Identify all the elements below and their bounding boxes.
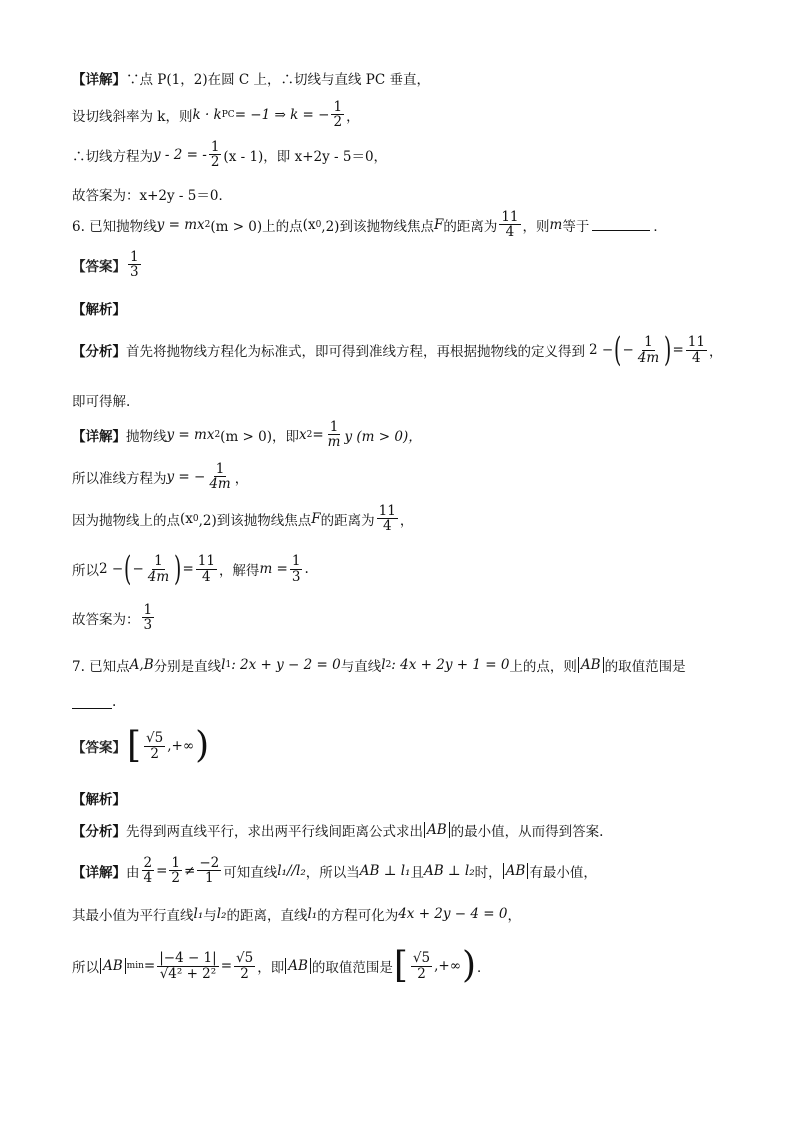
therefore-7 — [72, 945, 491, 986]
frac-num: √5 — [146, 730, 164, 747]
fenxi-6-expr: 2 − — [589, 342, 614, 358]
q6-m: m — [549, 216, 563, 233]
answer-7-fraction — [144, 731, 165, 760]
slope-fraction — [331, 100, 344, 129]
because-end: ， — [399, 512, 414, 529]
detail-text: ∵点 P(1，2)在圆 C 上，∴切线与直线 PC 垂直， — [126, 72, 430, 88]
therefore-expr: 2 − — [99, 561, 124, 577]
directrix-text: 所以准线方程为 — [72, 470, 167, 487]
q6-dist: 的距离为 — [443, 218, 498, 235]
xj7-you: 由 — [126, 864, 140, 881]
frac-num: 1 — [171, 855, 180, 871]
therefore7-ab: AB — [100, 958, 126, 974]
minval-line — [72, 904, 521, 924]
slope-line — [72, 100, 360, 129]
xj6-sup2: 2 — [306, 429, 313, 440]
q7-intro: 7. 已知点 — [72, 659, 130, 675]
xj7-time: 时， — [474, 864, 502, 881]
frac-num: 11 — [378, 503, 396, 519]
frac-num: 1 — [291, 553, 301, 570]
frac-num: √5 — [236, 950, 254, 967]
q7-l2-sub: 2 — [385, 660, 392, 670]
paren-right: ) — [195, 725, 210, 766]
frac-num: −2 — [199, 855, 220, 871]
frac-den: 4 — [505, 224, 515, 241]
frac-den: 2 — [240, 965, 249, 982]
frac-num: 11 — [197, 553, 215, 570]
xj7-min: 有最小值， — [529, 864, 597, 881]
therefore7-tail: ,+∞ — [434, 958, 461, 974]
xj7-frac2 — [169, 856, 182, 885]
xj7-frac3 — [197, 856, 221, 885]
because-text2: ,2)到该抛物线焦点 — [198, 512, 312, 529]
frac-den: 2 — [333, 114, 343, 131]
q7-then: 上的点，则 — [509, 659, 577, 675]
q6-intro: 6. 已知抛物线 — [72, 218, 157, 235]
frac-num: 1 — [143, 602, 153, 618]
xj7-perp2: AB ⊥ l₂ — [423, 862, 475, 879]
minval-and: 与 — [203, 908, 217, 924]
frac-den: √4² + 2² — [159, 965, 217, 982]
jiexi-tag: 【解析】 — [72, 302, 126, 318]
fenxi-6-frac2 — [686, 335, 707, 364]
fenxi-7 — [72, 820, 603, 840]
minval-dist: 的距离，直线 — [226, 908, 308, 924]
frac-num: 11 — [501, 209, 519, 225]
minval-text: 其最小值为平行直线 — [72, 908, 194, 924]
therefore-end: . — [304, 561, 309, 577]
q6-sub: 0 — [315, 219, 322, 230]
directrix-line — [72, 462, 248, 491]
therefore-frac1 — [146, 554, 171, 583]
slope-expr: k · k — [192, 106, 222, 123]
final-answer-6 — [72, 603, 156, 632]
therefore7-frac2 — [234, 951, 255, 980]
detail-line-1 — [72, 68, 430, 88]
fenxi-6-text: 首先将抛物线方程化为标准式，即可得到准线方程，再根据抛物线的定义得到 — [126, 344, 585, 360]
xj7-perp1: AB ⊥ l₁ — [359, 862, 411, 879]
xj6-fraction — [326, 420, 343, 449]
because-point: (x — [180, 510, 193, 527]
q7-eq2: : 4x + 2y + 1 = 0 — [391, 657, 510, 673]
question-6 — [72, 210, 667, 239]
xj6-x: x — [299, 426, 307, 443]
fenxi-7-ab: AB — [424, 822, 450, 838]
xj6-cond: (m > 0)，即 — [220, 428, 299, 445]
q7-l1: l — [221, 657, 226, 673]
paren-right: ) — [461, 945, 477, 986]
frac-num: 1 — [329, 419, 339, 435]
q7-l1-sub: 1 — [225, 660, 232, 670]
fenxi-7-text: 先得到两直线平行，求出两平行线间距离公式求出 — [126, 824, 423, 840]
therefore7-ie: ，即 — [257, 960, 285, 976]
frac-den: 4m — [637, 349, 660, 366]
directrix-eq: y = − — [166, 468, 206, 485]
tangent-line — [72, 140, 387, 169]
frac-num: |−4 − 1| — [159, 950, 217, 967]
q6-focus: F — [433, 216, 444, 233]
analysis-tag-7 — [72, 788, 126, 808]
xj6-sup: 2 — [214, 429, 221, 440]
xj7-ne: ≠ — [184, 862, 196, 879]
frac-den: 3 — [130, 264, 139, 281]
q6-equal: 等于 — [562, 218, 590, 235]
xj6-eqsign: = — [312, 426, 324, 443]
frac-num: 11 — [687, 334, 705, 351]
frac-num: 1 — [210, 139, 220, 155]
fenxi-tag: 【分析】 — [72, 824, 126, 840]
q7-blank — [72, 696, 112, 709]
therefore7-frac1 — [157, 951, 218, 980]
minval-l2: l₂ — [216, 906, 227, 922]
xj6-rest: y (m > 0)， — [344, 428, 422, 445]
therefore7-eq2: = — [220, 958, 232, 974]
frac-num: 1 — [215, 461, 225, 477]
q7-text: 分别是直线 — [153, 659, 222, 675]
because-focus: F — [311, 510, 321, 527]
q6-blank — [592, 218, 650, 231]
q7-l2: l — [381, 657, 386, 673]
frac-num: 2 — [143, 855, 153, 871]
frac-den: 4 — [692, 349, 701, 366]
xiangjie-tag: 【详解】 — [72, 428, 126, 445]
directrix-end: ， — [234, 470, 249, 487]
q7-end: . — [112, 694, 117, 710]
frac-num: 1 — [644, 334, 653, 351]
analysis-tag-6 — [72, 298, 126, 318]
tangent-rest: (x - 1)，即 x+2y - 5＝0， — [223, 148, 388, 165]
xiangjie-tag: 【详解】 — [72, 864, 126, 881]
minval-end: ， — [507, 908, 521, 924]
fenxi-6-eq: = — [672, 342, 684, 358]
therefore7-frac3 — [411, 951, 432, 980]
question-7-cont — [72, 694, 116, 710]
minval-l1b: l₁ — [307, 906, 318, 922]
therefore7-end: ． — [477, 960, 491, 976]
frac-den: 2 — [150, 745, 159, 762]
q7-points: A,B — [129, 657, 154, 673]
frac-den: 3 — [143, 617, 153, 634]
question-7 — [72, 655, 686, 675]
paren-left: ( — [124, 549, 132, 589]
q6-end: ． — [653, 218, 667, 235]
frac-den: 2 — [417, 965, 426, 982]
xj6-text: 抛物线 — [126, 428, 167, 445]
q7-eq1: : 2x + y − 2 = 0 — [231, 657, 341, 673]
frac-den: 4m — [147, 568, 170, 585]
fenxi-6-end: ， — [708, 344, 723, 360]
answer-7-tail: ,+∞ — [167, 738, 195, 754]
fenxi-6-cont — [72, 390, 130, 410]
bracket-left: [ — [393, 945, 408, 986]
therefore7-min: min — [126, 961, 144, 971]
frac-den: 4 — [382, 518, 392, 535]
minval-eq: 4x + 2y − 4 = 0 — [398, 906, 508, 922]
xiangjie-6 — [72, 420, 422, 449]
answer-7 — [72, 725, 210, 766]
frac-den: 3 — [291, 568, 301, 585]
fenxi-6 — [72, 330, 723, 370]
xj7-parallel: l₁//l₂ — [277, 862, 306, 879]
tangent-fraction — [209, 140, 222, 169]
fenxi-7-rest: 的最小值，从而得到答案. — [450, 824, 604, 840]
frac-den: 1 — [204, 870, 214, 887]
fenxi-6-cont-text: 即可得解. — [72, 394, 131, 410]
xj7-ab: AB — [503, 863, 529, 879]
therefore-minus: − — [132, 561, 144, 577]
frac-num: 1 — [333, 99, 343, 115]
final-answer-fraction — [142, 603, 155, 632]
answer-tag: 【答案】 — [72, 740, 126, 756]
fenxi-6-minus: − — [622, 342, 634, 358]
final-answer-text: 故答案为： — [72, 611, 140, 628]
therefore-eq: = — [182, 561, 194, 577]
answer-tag: 【答案】 — [72, 258, 126, 275]
because-text: 因为抛物线上的点 — [72, 512, 180, 529]
answer-6 — [72, 250, 143, 279]
jiexi-tag: 【解析】 — [72, 792, 126, 808]
therefore-solve: ，解得 — [218, 563, 260, 579]
because-line — [72, 504, 413, 533]
directrix-fraction — [207, 462, 232, 491]
frac-den: 2 — [210, 154, 220, 171]
therefore-frac2 — [196, 554, 217, 583]
answer-6-fraction — [128, 250, 141, 279]
fenxi-6-frac1 — [636, 335, 661, 364]
q6-fraction — [499, 210, 520, 239]
frac-num: 1 — [154, 553, 163, 570]
paren-left: ( — [614, 330, 622, 370]
xj7-when: ，所以当 — [305, 864, 360, 881]
frac-num: 1 — [130, 249, 139, 265]
therefore-line — [72, 549, 309, 589]
q7-range: 的取值范围是 — [604, 659, 686, 675]
frac-den: 4 — [143, 870, 153, 887]
xj7-eq: = — [156, 862, 168, 879]
because-sub: 0 — [192, 513, 199, 524]
slope-end: ， — [346, 108, 360, 125]
q6-eq: y = mx — [156, 216, 205, 233]
slope-text: 设切线斜率为 k，则 — [72, 108, 193, 125]
xj7-frac1 — [142, 856, 155, 885]
q6-sup: 2 — [204, 219, 211, 230]
therefore-m: m = — [259, 561, 288, 577]
paren-right: ) — [174, 549, 182, 589]
because-fraction — [377, 504, 398, 533]
xj6-eq: y = mx — [166, 426, 215, 443]
frac-den: 4 — [202, 568, 211, 585]
q6-point: (x — [302, 216, 316, 233]
xj7-know: 可知直线 — [223, 864, 278, 881]
tangent-expr: y - 2 = - — [153, 146, 207, 163]
slope-eq: = −1 ⇒ k = − — [234, 106, 330, 123]
frac-den: 2 — [171, 870, 180, 887]
therefore7-ab2: AB — [285, 958, 311, 974]
because-dist: 的距离为 — [320, 512, 375, 529]
q6-text: ,2)到该抛物线焦点 — [321, 218, 434, 235]
minval-eqtext: 的方程可化为 — [317, 908, 399, 924]
bracket-left: [ — [127, 725, 142, 766]
therefore7-text: 所以 — [72, 960, 99, 976]
therefore7-eq: = — [143, 958, 156, 974]
q7-ab: AB — [578, 657, 604, 673]
therefore-text: 所以 — [72, 563, 99, 579]
xiangjie-7 — [72, 856, 597, 885]
detail-tag: 【详解】 — [72, 72, 126, 88]
answer-text: 故答案为：x+2y - 5＝0． — [72, 188, 232, 204]
minval-l1: l₁ — [193, 906, 204, 922]
fenxi-tag: 【分析】 — [72, 344, 126, 360]
paren-right: ) — [664, 330, 672, 370]
q7-and: 与直线 — [340, 659, 382, 675]
answer-line-5 — [72, 184, 232, 204]
frac-den: 4m — [209, 476, 231, 493]
therefore-frac3 — [290, 554, 303, 583]
q6-then: ，则 — [522, 218, 550, 235]
slope-sub: PC — [221, 109, 235, 120]
q6-cond: (m > 0)上的点 — [210, 218, 303, 235]
therefore7-range: 的取值范围是 — [311, 960, 393, 976]
xj7-and: 且 — [410, 864, 424, 881]
tangent-text: ∴切线方程为 — [72, 148, 153, 165]
frac-num: √5 — [412, 950, 431, 967]
frac-den: m — [327, 434, 341, 451]
